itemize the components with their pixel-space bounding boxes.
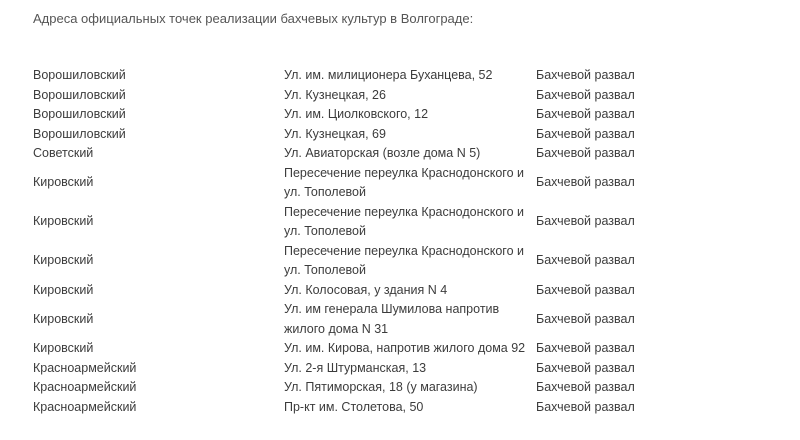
table-row — [33, 66, 666, 86]
district-cell: Ворошиловский — [33, 107, 126, 121]
intro-heading: Адреса официальных точек реализации бахчевых культур в Волгограде: — [33, 11, 474, 26]
table-row — [33, 300, 666, 339]
type-cell: Бахчевой развал — [536, 282, 635, 297]
type-cell: Бахчевой развал — [536, 68, 635, 82]
table-row — [33, 359, 666, 379]
address-line: Пересечение переулка Краснодонского и — [284, 243, 524, 258]
district-cell: Ворошиловский — [33, 87, 126, 102]
address-line: Пересечение переулка Краснодонского и — [284, 204, 524, 219]
address-line: ул. Тополевой — [284, 224, 366, 238]
table-row — [33, 86, 666, 106]
district-cell: Красноармейский — [33, 399, 137, 414]
type-cell: Бахчевой развал — [536, 126, 635, 141]
address-cell — [284, 378, 536, 398]
address-cell — [284, 300, 536, 339]
address-line: Пересечение переулка Краснодонского и — [284, 165, 524, 180]
sales-points-table — [33, 66, 666, 417]
type-cell: Бахчевой развал — [536, 214, 635, 229]
table-row — [33, 398, 666, 418]
district-cell: Ворошиловский — [33, 126, 126, 141]
table-row — [33, 144, 666, 164]
district-cell: Ворошиловский — [33, 68, 126, 82]
address-line: Ул. Кузнецкая, 26 — [284, 87, 386, 102]
address-line: Ул. Колосовая, у здания N 4 — [284, 282, 448, 297]
address-line: Ул. им генерала Шумилова напротив — [284, 302, 500, 316]
address-line: ул. Тополевой — [284, 263, 366, 277]
address-line: жилого дома N 31 — [284, 321, 389, 336]
address-cell — [284, 144, 536, 164]
table-row — [33, 242, 666, 281]
type-cell: Бахчевой развал — [536, 360, 635, 375]
type-cell: Бахчевой развал — [536, 380, 635, 394]
district-cell: Кировский — [33, 341, 94, 355]
address-line: Ул. им. Циолковского, 12 — [284, 107, 429, 121]
address-cell — [284, 281, 536, 301]
table-row — [33, 281, 666, 301]
address-cell — [284, 66, 536, 86]
address-line: Пр-кт им. Столетова, 50 — [284, 399, 424, 414]
district-cell: Советский — [33, 146, 94, 160]
address-cell — [284, 242, 536, 281]
address-cell — [284, 339, 536, 359]
address-line: ул. Тополевой — [284, 185, 366, 199]
address-cell — [284, 359, 536, 379]
table-row — [33, 164, 666, 203]
table-row — [33, 105, 666, 125]
address-line: Ул. им. Кирова, напротив жилого дома 92 — [284, 341, 526, 355]
district-cell: Кировский — [33, 311, 94, 326]
address-cell — [284, 203, 536, 242]
address-cell — [284, 164, 536, 203]
table-row — [33, 339, 666, 359]
address-line: Ул. 2-я Штурманская, 13 — [284, 360, 427, 375]
address-line: Ул. Авиаторская (возле дома N 5) — [284, 146, 481, 160]
table-row — [33, 125, 666, 145]
district-cell: Кировский — [33, 214, 94, 229]
table-body — [33, 66, 666, 417]
district-cell: Кировский — [33, 253, 94, 268]
type-cell: Бахчевой развал — [536, 107, 635, 121]
district-cell: Красноармейский — [33, 360, 137, 375]
address-line: Ул. им. милиционера Буханцева, 52 — [284, 68, 493, 82]
district-cell: Кировский — [33, 175, 94, 190]
type-cell: Бахчевой развал — [536, 341, 635, 355]
type-cell: Бахчевой развал — [536, 399, 635, 414]
address-cell — [284, 105, 536, 125]
address-line: Ул. Пятиморская, 18 (у магазина) — [284, 380, 478, 394]
table-row — [33, 378, 666, 398]
address-line: Ул. Кузнецкая, 69 — [284, 126, 386, 141]
type-cell: Бахчевой развал — [536, 87, 635, 102]
table-row — [33, 203, 666, 242]
district-cell: Красноармейский — [33, 380, 137, 394]
address-cell — [284, 125, 536, 145]
type-cell: Бахчевой развал — [536, 146, 635, 160]
type-cell: Бахчевой развал — [536, 175, 635, 190]
address-cell — [284, 398, 536, 418]
district-cell: Кировский — [33, 282, 94, 297]
type-cell: Бахчевой развал — [536, 253, 635, 268]
address-cell — [284, 86, 536, 106]
type-cell: Бахчевой развал — [536, 311, 635, 326]
